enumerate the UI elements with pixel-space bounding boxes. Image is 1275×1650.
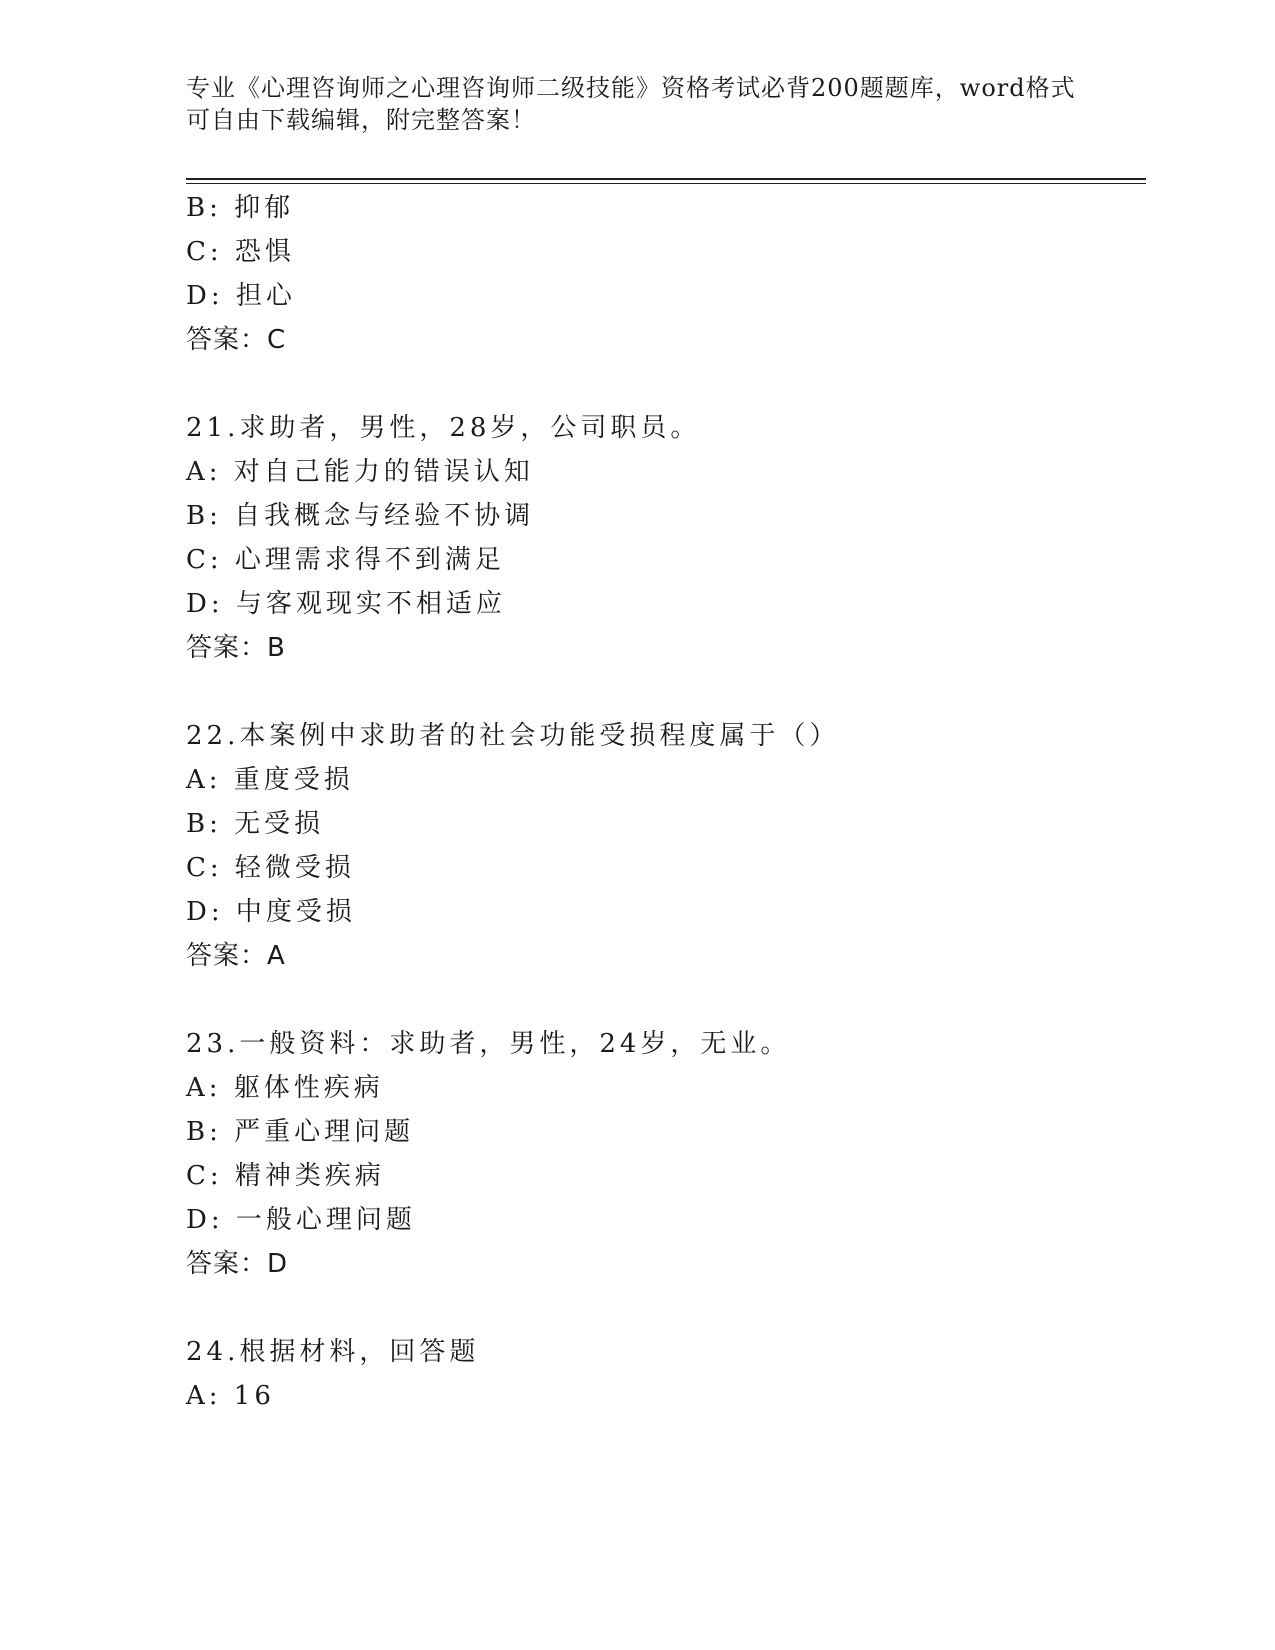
option-b: B: 自我概念与经验不协调 bbox=[186, 501, 535, 531]
answer-line: 答案：D bbox=[186, 1249, 289, 1279]
option-c: C: 心理需求得不到满足 bbox=[186, 545, 505, 575]
option-c: C: 恐惧 bbox=[186, 237, 295, 267]
option-d: D: 担心 bbox=[186, 281, 296, 311]
document-header bbox=[186, 72, 1086, 136]
option-a: A: 对自己能力的错误认知 bbox=[186, 457, 534, 487]
option-b: B: 严重心理问题 bbox=[186, 1117, 415, 1147]
header-line-2: 可自由下载编辑，附完整答案！ bbox=[186, 106, 536, 134]
header-line-1: 专业《心理咨询师之心理咨询师二级技能》资格考试必背200题题库，word格式 bbox=[186, 74, 1076, 102]
option-a: A: 16 bbox=[186, 1381, 275, 1411]
question-24: 24.根据材料，回答题 bbox=[186, 1337, 480, 1367]
option-d: D: 中度受损 bbox=[186, 897, 356, 927]
option-c: C: 精神类疾病 bbox=[186, 1161, 385, 1191]
option-d: D: 一般心理问题 bbox=[186, 1205, 416, 1235]
option-a: A: 重度受损 bbox=[186, 765, 354, 795]
option-d: D: 与客观现实不相适应 bbox=[186, 589, 506, 619]
option-b: B: 抑郁 bbox=[186, 193, 295, 223]
option-c: C: 轻微受损 bbox=[186, 853, 355, 883]
option-a: A: 躯体性疾病 bbox=[186, 1073, 384, 1103]
header-divider-thick bbox=[186, 178, 1146, 180]
question-23: 23.一般资料：求助者，男性，24岁，无业。 bbox=[186, 1029, 791, 1059]
option-b: B: 无受损 bbox=[186, 809, 325, 839]
question-22: 22.本案例中求助者的社会功能受损程度属于（） bbox=[186, 721, 840, 751]
answer-line: 答案：C bbox=[186, 325, 287, 355]
question-21: 21.求助者，男性，28岁，公司职员。 bbox=[186, 413, 701, 443]
answer-line: 答案：A bbox=[186, 941, 286, 971]
header-divider-thin bbox=[186, 183, 1146, 184]
answer-line: 答案：B bbox=[186, 633, 286, 663]
